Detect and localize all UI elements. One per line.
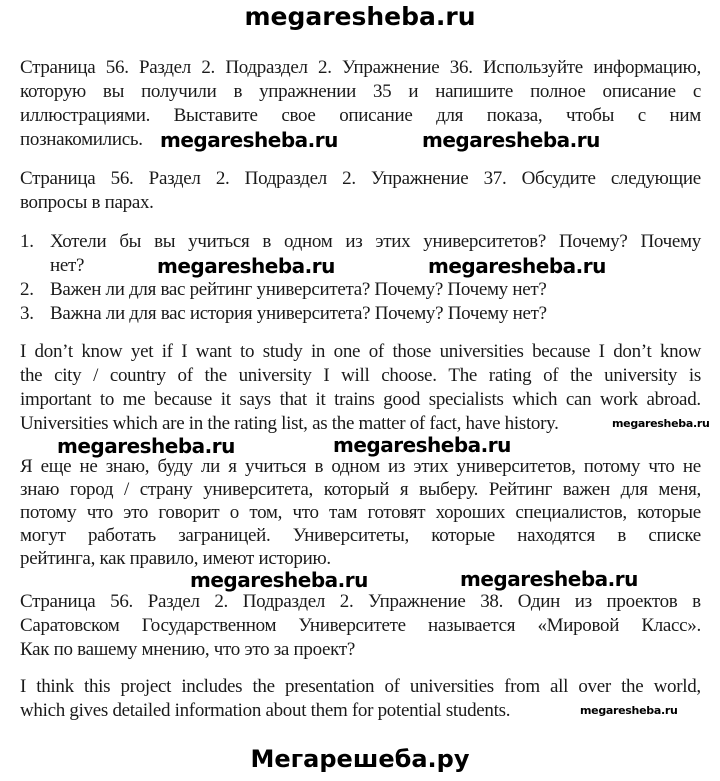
exercise-38 (20, 590, 701, 662)
site-footer[interactable]: Мегарешеба.ру (250, 745, 470, 773)
watermark: megaresheba.ru (580, 704, 678, 717)
text-line: могут работать заграницей. Университеты, которые находятся в списке (20, 525, 701, 546)
text-line: which gives detailed information about them for potential students. (20, 700, 511, 721)
text-line: рейтинга, как правило, имеют историю. (20, 548, 331, 569)
list-number: 3. (20, 303, 34, 324)
text-line: Как по вашему мнению, что это за проект? (20, 639, 355, 660)
site-header[interactable]: megaresheba.ru (244, 2, 476, 31)
list-number: 1. (20, 231, 34, 252)
text-line: нет? (50, 255, 85, 276)
text-line: the city / country of the university I will choose. The rating of the university is (20, 365, 701, 386)
watermark: megaresheba.ru (57, 434, 235, 458)
watermark: megaresheba.ru (460, 567, 638, 591)
text-line: познакомились. (20, 129, 143, 150)
list-item (20, 278, 701, 302)
text-line: I think this project includes the presentation of universities from all over the world, (20, 676, 701, 697)
text-line: Саратовском Государственном Университете называется «Мировой Класс». (20, 615, 701, 636)
exercise-37 (20, 167, 701, 215)
watermark: megaresheba.ru (333, 433, 511, 457)
text-line: Страница 56. Раздел 2. Подраздел 2. Упражнение 38. Один из проектов в (20, 591, 701, 612)
text-line: Страница 56. Раздел 2. Подраздел 2. Упражнение 37. Обсудите следующие (20, 168, 701, 189)
text-line: Я еще не знаю, буду ли я учиться в одном из этих университетов, потому что не (20, 456, 701, 477)
watermark: megaresheba.ru (160, 128, 338, 152)
list-number: 2. (20, 279, 34, 300)
answer-37-russian (20, 455, 701, 570)
text-line: знаю город / страну университета, который я выберу. Рейтинг важен для меня, (20, 479, 701, 500)
text-line: Хотели бы вы учиться в одном из этих университетов? Почему? Почему (50, 231, 701, 252)
watermark: megaresheba.ru (428, 254, 606, 278)
text-line: I don’t know yet if I want to study in one of those universities because I don’t know (20, 341, 701, 362)
text-line: потому что это говорит о том, что там готовят хороших специалистов, которые (20, 502, 701, 523)
text-line: Важна ли для вас история университета? Почему? Почему нет? (50, 303, 547, 324)
answer-37-english (20, 340, 701, 436)
text-line: important to me because it says that it trains good specialists which can work abroad. (20, 389, 701, 410)
watermark: megaresheba.ru (190, 568, 368, 592)
text-line: которую вы получили в упражнении 35 и напишите полное описание с (20, 81, 701, 102)
list-item (20, 302, 701, 326)
watermark: megaresheba.ru (422, 128, 600, 152)
text-line: иллюстрациями. Выставите свое описание для показа, чтобы с ним (20, 105, 701, 126)
watermark: megaresheba.ru (157, 254, 335, 278)
text-line: Важен ли для вас рейтинг университета? Почему? Почему нет? (50, 279, 547, 300)
text-line: Страница 56. Раздел 2. Подраздел 2. Упражнение 36. Используйте информацию, (20, 57, 701, 78)
question-list (20, 230, 701, 326)
text-line: Universities which are in the rating list, as the matter of fact, have history. (20, 413, 559, 434)
watermark: megaresheba.ru (612, 417, 710, 430)
text-line: вопросы в парах. (20, 192, 154, 213)
